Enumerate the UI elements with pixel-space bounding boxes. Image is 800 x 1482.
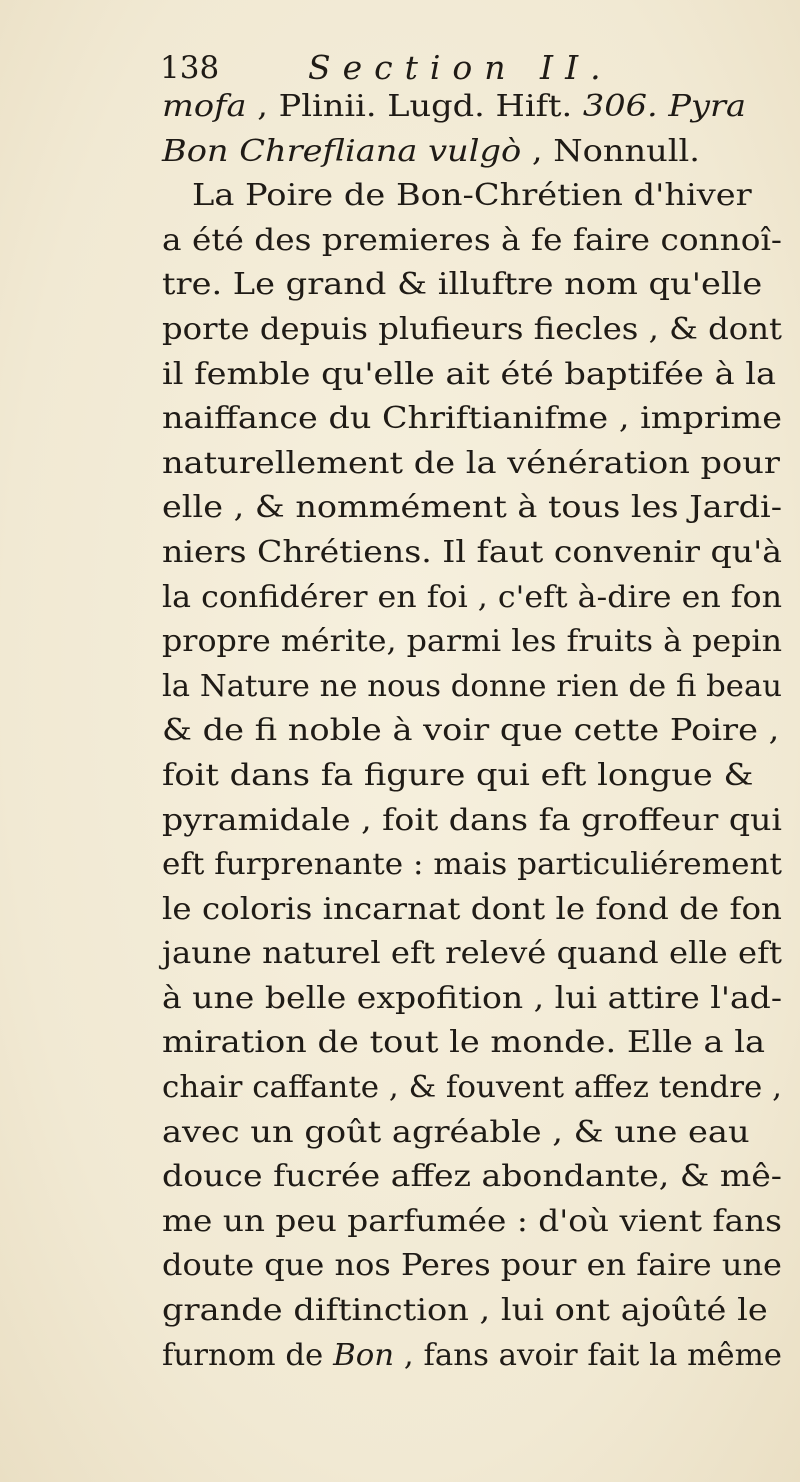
text-segment: à une belle expofition , lui attire l'ad- <box>162 980 782 1016</box>
text-line <box>162 888 782 933</box>
text-segment: naturellement de la vénération pour <box>162 445 780 481</box>
running-head: Section II. <box>308 48 613 87</box>
text-segment: foit dans fa figure qui eft longue & <box>162 757 754 793</box>
text-line <box>162 620 782 665</box>
text-line <box>162 799 782 844</box>
text-segment: , fans avoir fait la même <box>394 1337 782 1373</box>
text-segment: furnom de <box>162 1337 334 1373</box>
text-segment: niers Chrétiens. Il faut convenir qu'à <box>162 534 782 570</box>
italic-text: 306. Pyra <box>582 89 747 124</box>
text-segment: propre mérite, parmi les fruits à pepin <box>162 624 782 660</box>
italic-text: mofa <box>162 89 247 124</box>
text-line <box>162 397 782 442</box>
text-segment: jaune naturel eft relevé quand elle eft <box>162 936 782 972</box>
text-segment: a été des premieres à fe faire connoî- <box>162 222 782 258</box>
text-line <box>162 1021 782 1066</box>
text-segment: , Plinii. Lugd. Hift. <box>246 89 583 124</box>
text-segment: & de fi noble à voir que cette Poire , <box>162 713 780 749</box>
text-line <box>162 85 782 130</box>
text-line <box>162 1155 782 1200</box>
text-segment: doute que nos Peres pour en faire une <box>162 1248 782 1284</box>
text-line <box>162 174 782 219</box>
text-line <box>162 665 782 710</box>
body-text <box>162 85 782 1378</box>
text-segment: me un peu parfumée : d'où vient fans <box>162 1203 782 1239</box>
text-line <box>162 130 782 175</box>
text-segment: , Nonnull. <box>521 133 700 169</box>
text-line <box>162 442 782 487</box>
text-line <box>162 709 782 754</box>
text-line <box>162 977 782 1022</box>
text-segment: il femble qu'elle ait été baptifée à la <box>162 356 777 392</box>
text-line <box>162 353 782 398</box>
text-line <box>162 932 782 977</box>
text-segment: la Nature ne nous donne rien de fi beau <box>162 668 782 704</box>
text-line <box>162 1289 782 1334</box>
text-segment: la confidérer en foi , c'eft à-dire en fon <box>162 579 782 615</box>
italic-text: Bon <box>333 1337 395 1373</box>
text-segment: douce fucrée affez abondante, & mê- <box>162 1159 783 1195</box>
text-segment: tre. Le grand & illuftre nom qu'elle <box>162 267 763 303</box>
text-line <box>162 1066 782 1111</box>
text-line <box>162 843 782 888</box>
text-line <box>162 1334 782 1379</box>
text-segment: avec un goût agréable , & une eau <box>162 1114 750 1150</box>
text-line <box>162 1111 782 1156</box>
text-segment: chair caffante , & fouvent affez tendre , <box>162 1070 782 1106</box>
text-segment: le coloris incarnat dont le fond de fon <box>162 891 782 927</box>
text-line <box>162 486 782 531</box>
text-line <box>162 263 782 308</box>
text-segment: miration de tout le monde. Elle a la <box>162 1025 765 1061</box>
italic-text: Bon Chrefliana vulgò <box>162 133 522 169</box>
text-segment: La Poire de Bon-Chrétien d'hiver <box>192 178 752 214</box>
text-line <box>162 576 782 621</box>
text-segment: grande diftinction , lui ont ajoûté le <box>162 1293 768 1329</box>
text-line <box>162 754 782 799</box>
text-segment: naiffance du Chriftianifme , imprime <box>162 401 783 437</box>
text-segment: eft furprenante : mais particuliérement <box>162 847 782 883</box>
text-line <box>162 1200 782 1245</box>
text-segment: porte depuis plufieurs fiecles , & dont <box>162 311 782 347</box>
text-line <box>162 219 782 264</box>
text-segment: elle , & nommément à tous les Jardi- <box>162 490 782 526</box>
text-line <box>162 1244 782 1289</box>
text-line <box>162 308 782 353</box>
page-number: 138 <box>160 50 220 86</box>
text-segment: pyramidale , foit dans fa groffeur qui <box>162 802 782 838</box>
text-line <box>162 531 782 576</box>
